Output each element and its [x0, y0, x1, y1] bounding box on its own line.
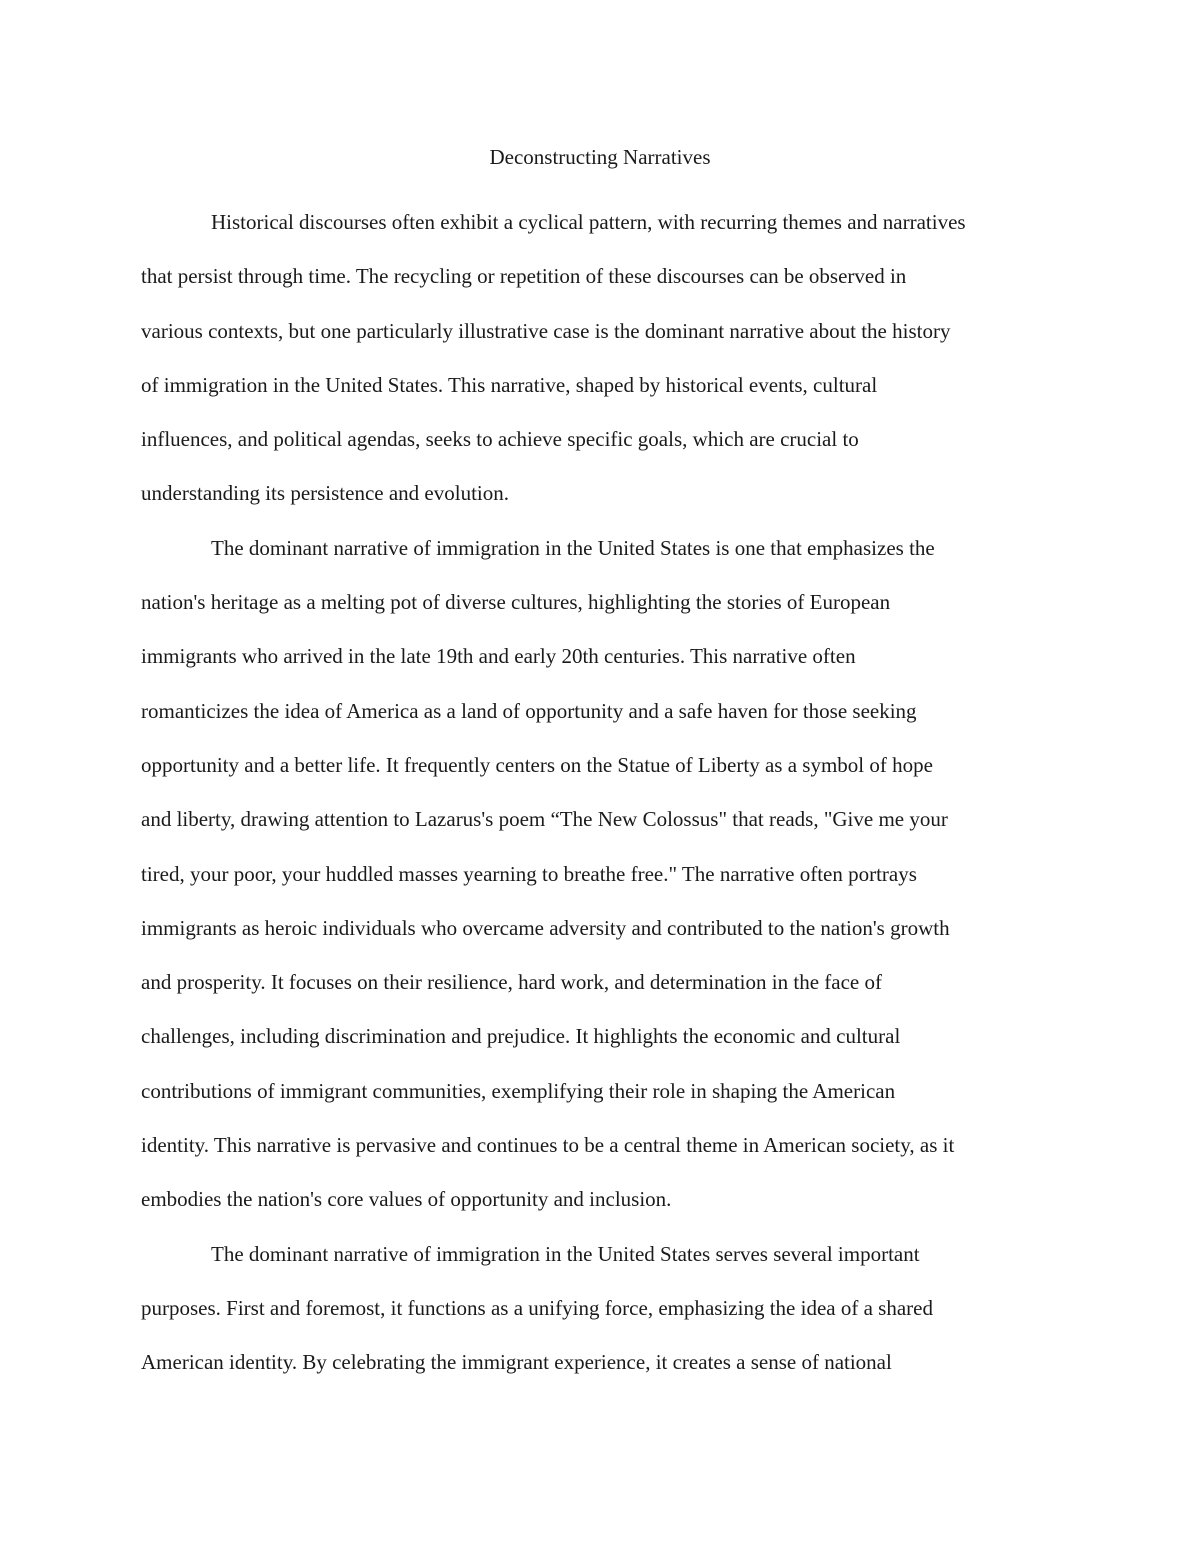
text-line: of immigration in the United States. This narrative, shaped by historical events, cultural: [141, 372, 878, 397]
text-line: that persist through time. The recycling or repetition of these discourses can be observed in: [141, 264, 907, 289]
text-line: nation's heritage as a melting pot of diverse cultures, highlighting the stories of European: [141, 590, 891, 615]
text-line: challenges, including discrimination and prejudice. It highlights the economic and cultural: [141, 1024, 901, 1049]
paragraph-2: [141, 521, 1061, 1227]
paragraph-1: [141, 195, 1061, 521]
text-line: immigrants who arrived in the late 19th and early 20th centuries. This narrative often: [141, 644, 856, 669]
text-line: tired, your poor, your huddled masses yearning to breathe free." The narrative often portrays: [141, 861, 917, 886]
text-line: influences, and political agendas, seeks to achieve specific goals, which are crucial to: [141, 427, 859, 452]
text-line: American identity. By celebrating the immigrant experience, it creates a sense of national: [141, 1350, 892, 1375]
text-line: embodies the nation's core values of opportunity and inclusion.: [141, 1187, 672, 1212]
text-line: opportunity and a better life. It frequently centers on the Statue of Liberty as a symbol of hope: [141, 752, 933, 777]
text-line: The dominant narrative of immigration in the United States is one that emphasizes the: [211, 535, 935, 560]
text-line: identity. This narrative is pervasive and continues to be a central theme in American society, as it: [141, 1133, 955, 1158]
text-line: The dominant narrative of immigration in the United States serves several important: [211, 1241, 920, 1266]
text-line: romanticizes the idea of America as a land of opportunity and a safe haven for those seeking: [141, 698, 917, 723]
text-line: contributions of immigrant communities, exemplifying their role in shaping the American: [141, 1078, 896, 1103]
text-line: immigrants as heroic individuals who overcame adversity and contributed to the nation's growth: [141, 915, 950, 940]
document-title: Deconstructing Narratives: [489, 145, 711, 169]
paragraph-3: [141, 1227, 1061, 1390]
document-body: [141, 195, 1061, 1390]
text-line: and liberty, drawing attention to Lazarus's poem “The New Colossus" that reads, "Give me your: [141, 807, 948, 832]
text-line: purposes. First and foremost, it functions as a unifying force, emphasizing the idea of a shared: [141, 1295, 933, 1320]
text-line: Historical discourses often exhibit a cyclical pattern, with recurring themes and narratives: [211, 210, 966, 234]
text-line: understanding its persistence and evolution.: [141, 481, 510, 506]
text-line: various contexts, but one particularly illustrative case is the dominant narrative about the history: [141, 318, 951, 343]
text-line: and prosperity. It focuses on their resilience, hard work, and determination in the face of: [141, 970, 882, 995]
